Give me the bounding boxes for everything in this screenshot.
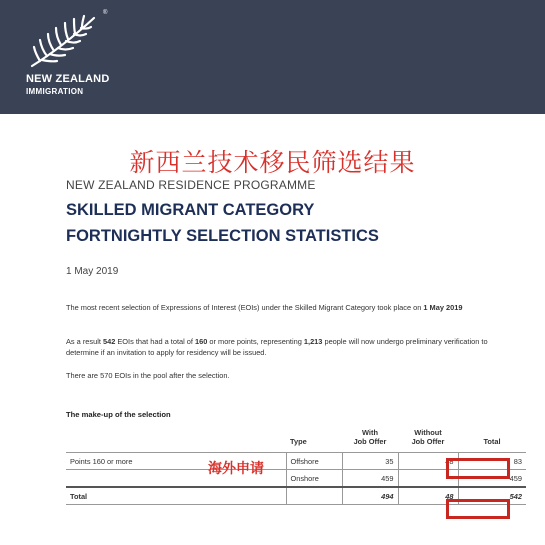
pool-paragraph: There are 570 EOIs in the pool after the selection.: [66, 371, 230, 380]
total-type-blank: [286, 487, 342, 505]
header-total: Total: [483, 437, 501, 446]
document-title-line2: FORTNIGHTLY SELECTION STATISTICS: [66, 227, 379, 245]
document-title-line1: SKILLED MIGRANT CATEGORY: [66, 201, 315, 219]
row-type: Offshore: [286, 453, 342, 470]
para2-points: 160: [195, 337, 208, 346]
row-with-offer: 459: [342, 470, 398, 488]
header-type: Type: [290, 437, 307, 446]
header-banner: [0, 0, 545, 114]
highlight-box-grand-total: [446, 499, 510, 519]
para2-people: 1,213: [303, 337, 323, 346]
para2-eoi-count: 542: [102, 337, 116, 346]
brand-line-new-zealand: NEW ZEALAND: [26, 73, 110, 85]
para2-text-a: As a result: [66, 337, 103, 346]
offshore-annotation: 海外申请: [208, 461, 264, 477]
result-paragraph: [66, 336, 506, 358]
row-total: 83: [458, 453, 526, 470]
header-blank: [66, 428, 286, 446]
row-without-offer: 48: [398, 453, 458, 470]
total-total: 542: [458, 487, 526, 505]
para1-date: 1 May 2019: [423, 303, 463, 312]
section-heading: The make-up of the selection: [66, 410, 171, 419]
selection-paragraph: [66, 302, 506, 313]
para2-text-c: EOIs that had a total of: [115, 337, 196, 346]
brand-line-immigration: IMMIGRATION: [26, 87, 84, 96]
row-label: Points 160 or more: [70, 456, 133, 466]
row-with-offer: 35: [342, 453, 398, 470]
programme-label: NEW ZEALAND RESIDENCE PROGRAMME: [66, 178, 316, 192]
document-date: 1 May 2019: [66, 266, 119, 277]
header-without-job-offer: Without Job Offer: [411, 428, 445, 446]
para2-text-e: or more points, representing: [207, 337, 304, 346]
silver-fern-logo-icon: [28, 12, 100, 70]
highlight-box-offshore-total: [446, 458, 510, 479]
para2-text-g: people will now undergo preliminary verification to determine if an invitation to apply for residency will be issued.: [66, 337, 488, 357]
row-type: Onshore: [286, 470, 342, 488]
registered-mark: ®: [103, 10, 108, 16]
para1-text: The most recent selection of Expressions of Interest (EOIs) under the Skilled Migrant Category took place on: [66, 303, 424, 312]
table-header-row: [66, 428, 526, 446]
total-label: Total: [70, 491, 88, 501]
row-without-offer: -: [398, 470, 458, 488]
total-without-offer: 48: [398, 487, 458, 505]
row-total: 459: [458, 470, 526, 488]
total-with-offer: 494: [342, 487, 398, 505]
header-with-job-offer: With Job Offer: [353, 428, 387, 446]
chinese-title: 新西兰技术移民筛选结果: [129, 148, 416, 177]
